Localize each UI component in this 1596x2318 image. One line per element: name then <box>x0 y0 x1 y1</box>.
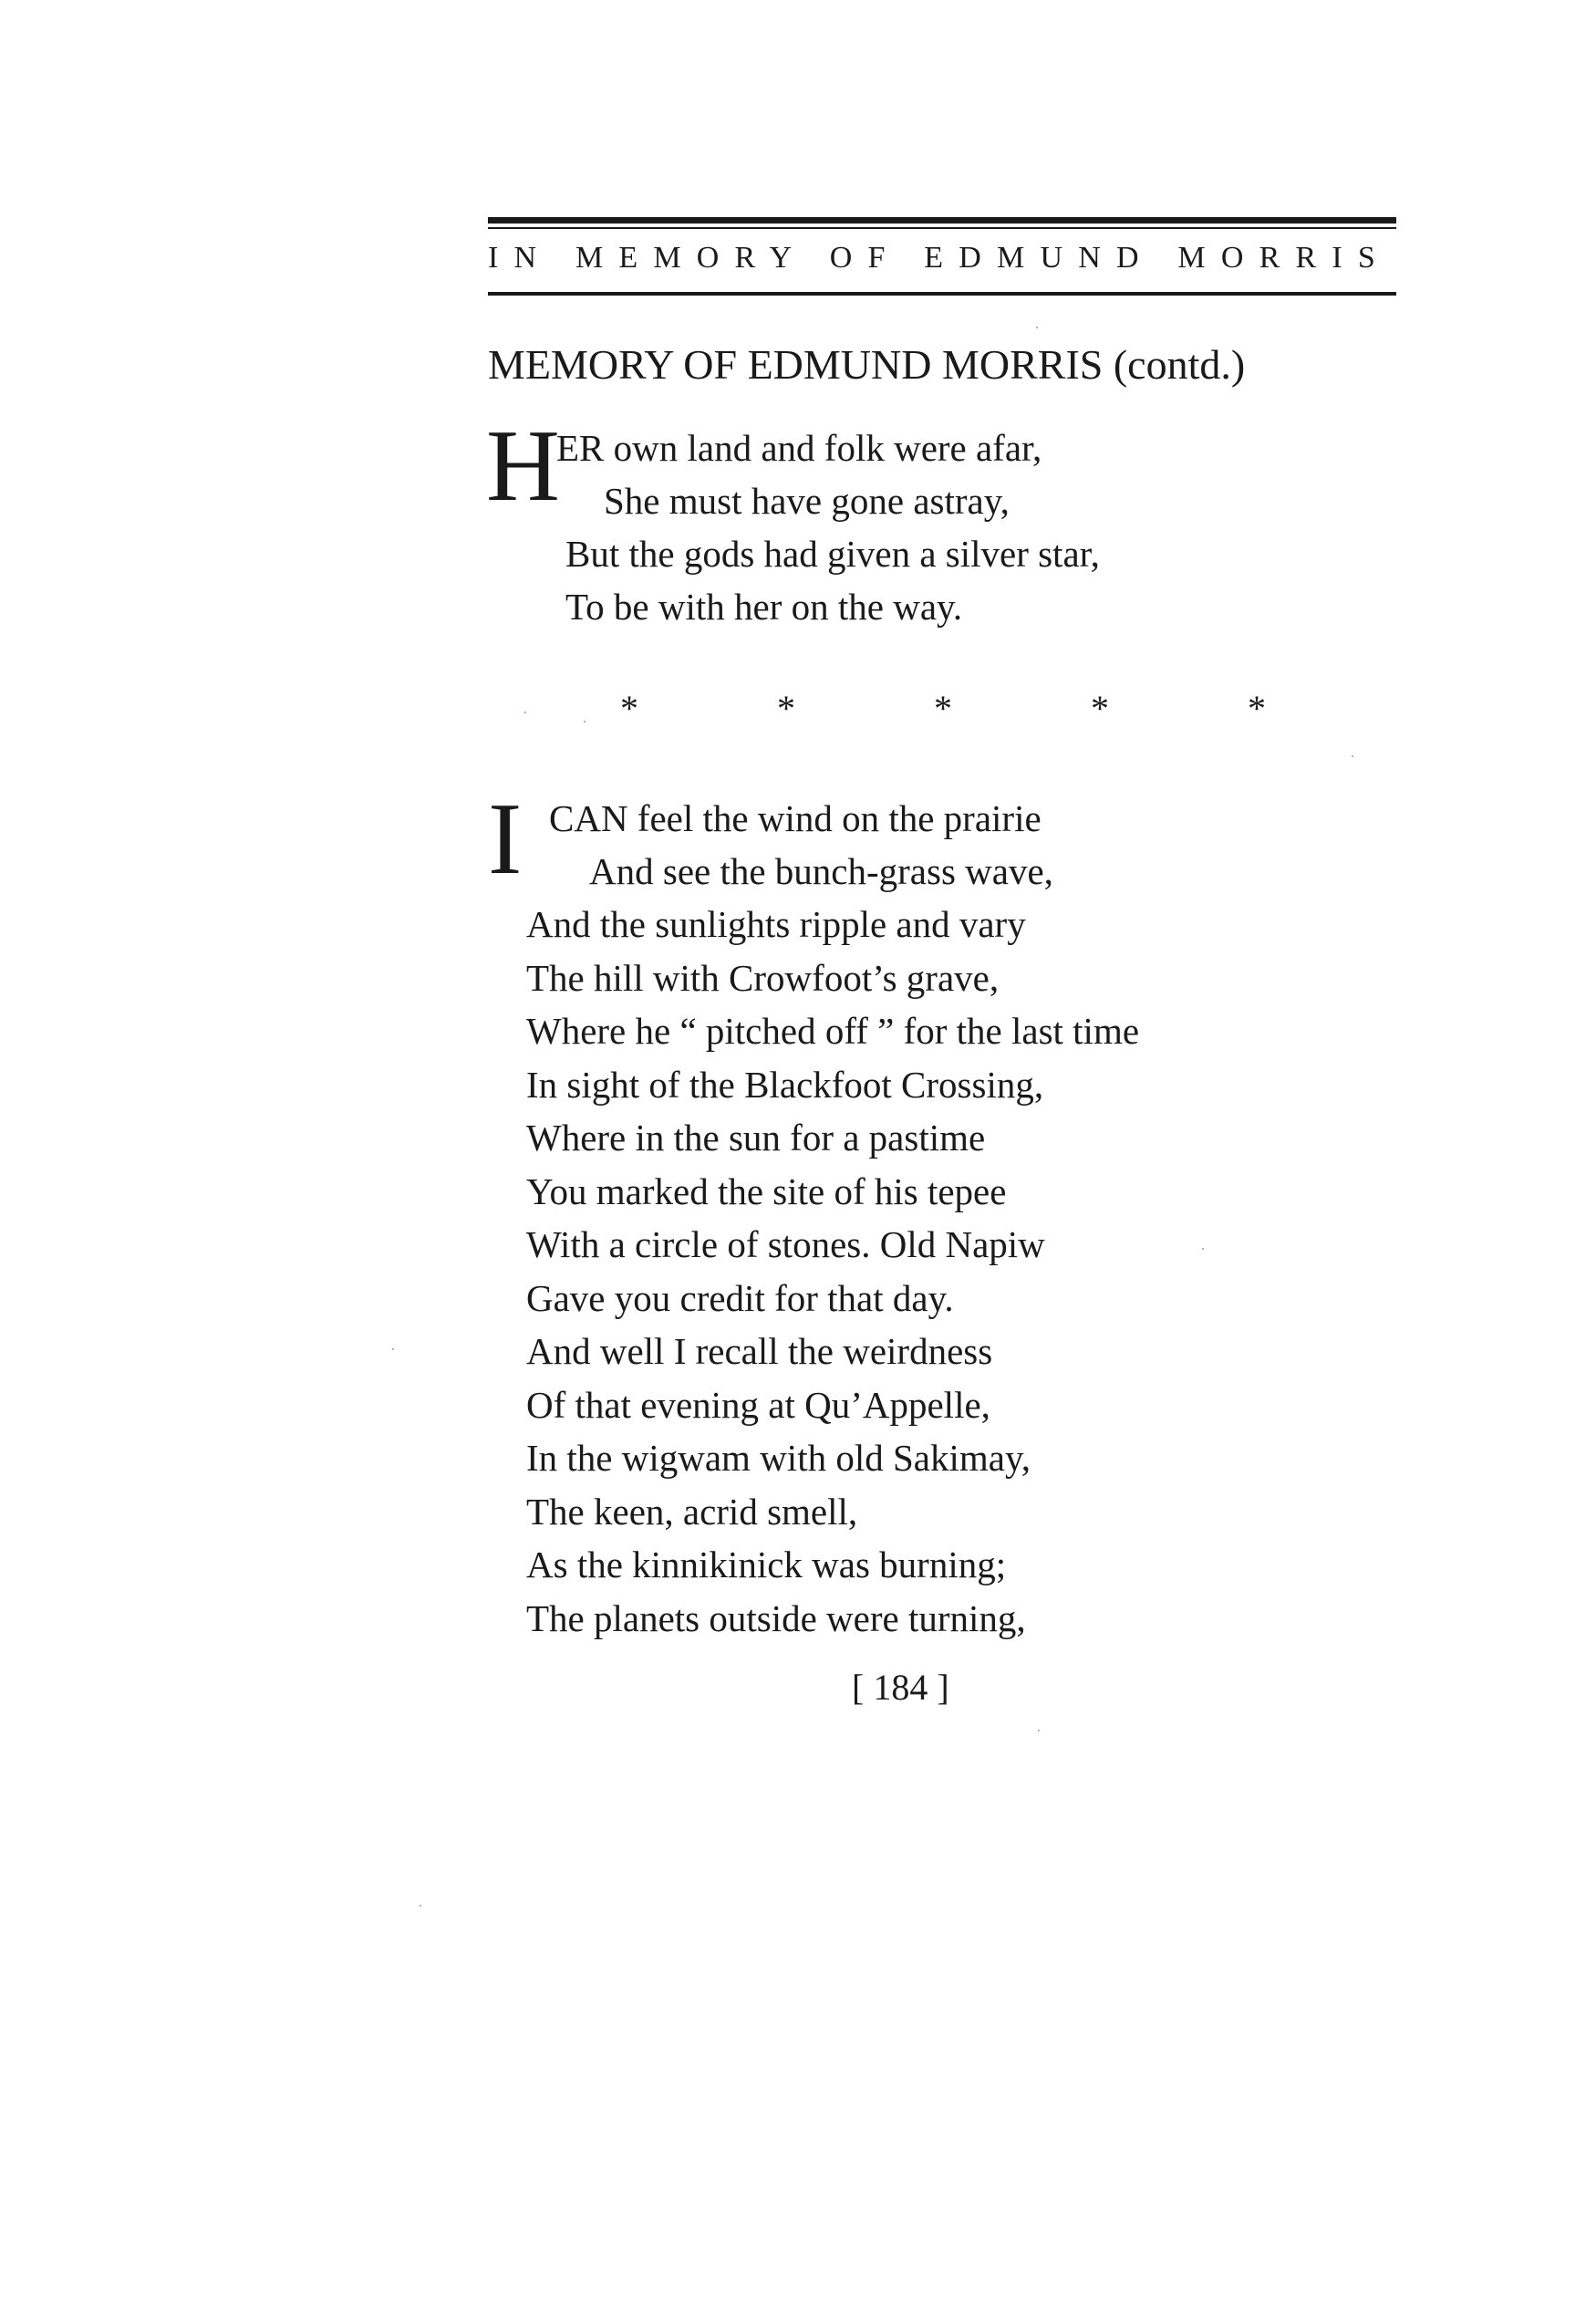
drop-cap-h: H <box>486 410 560 523</box>
verse-line: You marked the site of his tepee <box>526 1170 1007 1212</box>
verse-line: And see the bunch-grass wave, <box>589 850 1053 892</box>
scan-speck <box>1202 1248 1204 1250</box>
asterisk: * <box>777 688 795 729</box>
drop-cap-i: I <box>488 783 523 896</box>
verse-line: As the kinnikinick was burning; <box>526 1544 1007 1585</box>
running-head: IN MEMORY OF EDMUND MORRIS <box>488 241 1391 275</box>
scan-speck <box>584 721 586 722</box>
verse-line: Gave you credit for that day. <box>526 1277 954 1319</box>
verse-line: ER own land and folk were afar, <box>556 427 1042 469</box>
verse-line: She must have gone astray, <box>604 480 1010 522</box>
section-title: MEMORY OF EDMUND MORRIS (contd.) <box>488 341 1246 388</box>
verse-line: With a circle of stones. Old Napiw <box>526 1223 1045 1265</box>
verse-line: The planets outside were turning, <box>526 1597 1026 1639</box>
scan-speck <box>1038 1730 1040 1731</box>
header-rule-bottom <box>488 292 1396 296</box>
header-rule-thin <box>488 227 1396 229</box>
verse-line: In the wigwam with old Sakimay, <box>526 1437 1031 1479</box>
asterisk: * <box>1091 688 1109 729</box>
scan-speck <box>524 712 526 713</box>
scan-speck <box>1036 327 1038 328</box>
verse-line: And well I recall the weirdness <box>526 1330 993 1372</box>
verse-line: And the sunlights ripple and vary <box>526 903 1026 945</box>
scan-speck <box>420 1905 421 1907</box>
page-number: [ 184 ] <box>852 1667 949 1708</box>
verse-line: In sight of the Blackfoot Crossing, <box>526 1064 1044 1106</box>
verse-line: Where in the sun for a pastime <box>526 1117 986 1159</box>
asterisk: * <box>620 688 638 729</box>
verse-line: The keen, acrid smell, <box>526 1491 858 1533</box>
verse-line: Where he “ pitched off ” for the last time <box>526 1010 1140 1052</box>
verse-line: To be with her on the way. <box>565 586 963 628</box>
verse-line: Of that evening at Qu’Appelle, <box>526 1384 990 1426</box>
asterisk: * <box>934 688 952 729</box>
scan-speck <box>1352 755 1353 757</box>
scan-speck <box>392 1348 394 1350</box>
header-rule-thick <box>488 217 1396 223</box>
section-separator <box>0 687 1596 733</box>
asterisk: * <box>1248 688 1266 729</box>
verse-line: CAN feel the wind on the prairie <box>549 797 1042 839</box>
verse-line: But the gods had given a silver star, <box>565 533 1100 575</box>
verse-line: The hill with Crowfoot’s grave, <box>526 957 1000 999</box>
